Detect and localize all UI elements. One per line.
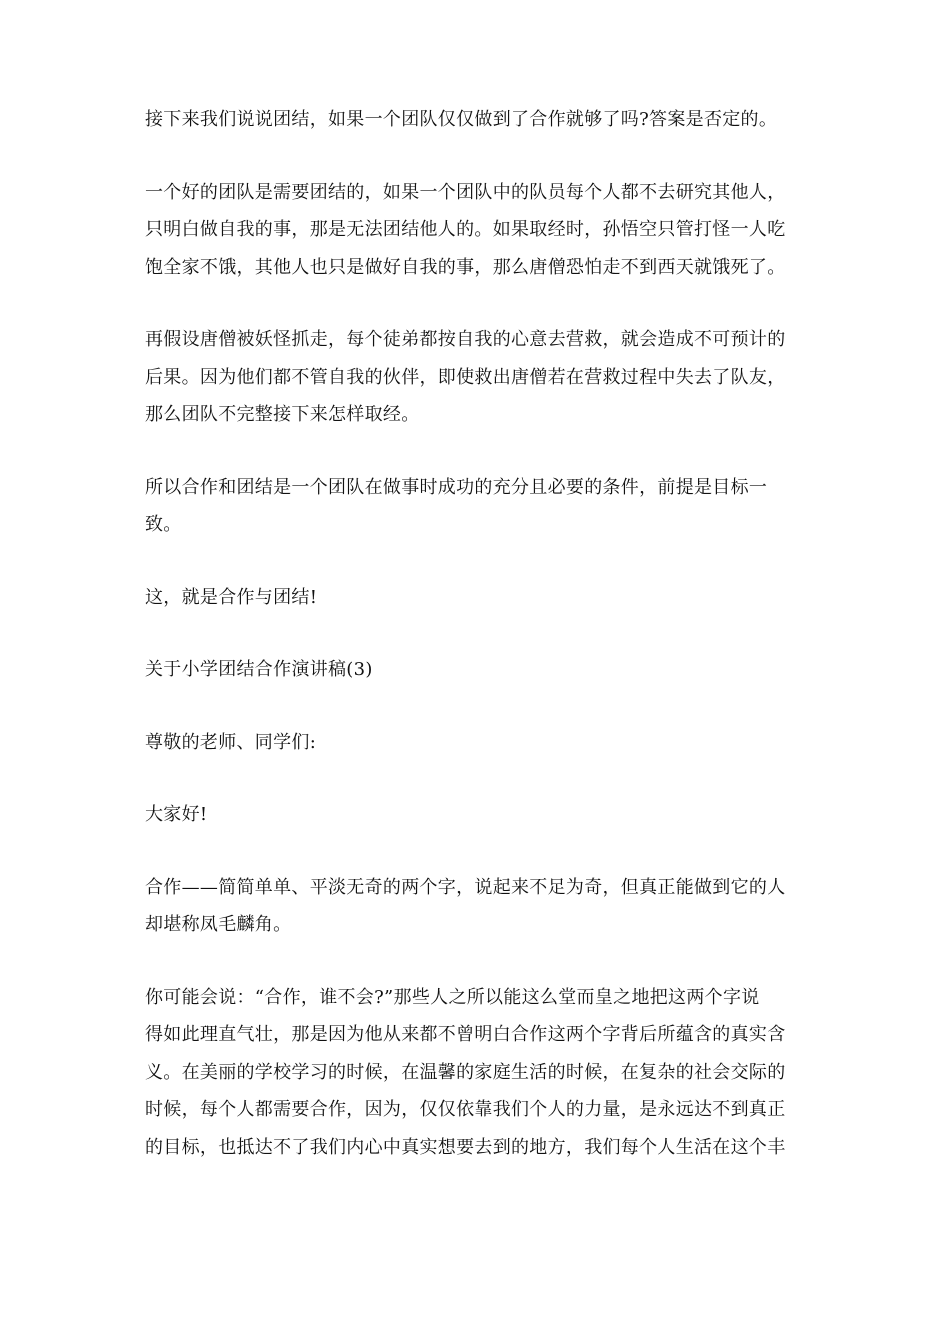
paragraph-gap bbox=[145, 834, 809, 869]
paragraph bbox=[145, 174, 809, 287]
text-line: 时候，每个人都需要合作，因为，仅仅依靠我们个人的力量，是永远达不到真正 bbox=[145, 1099, 786, 1120]
text-line: 得如此理直气壮，那是因为他从来都不曾明白合作这两个字背后所蕴含的真实含 bbox=[145, 1024, 786, 1045]
paragraph bbox=[145, 321, 809, 434]
text-line: 那么团队不完整接下来怎样取经。 bbox=[145, 404, 420, 425]
text-line: 一个好的团队是需要团结的，如果一个团队中的队员每个人都不去研究其他人， bbox=[145, 181, 786, 203]
paragraph bbox=[145, 979, 809, 1167]
text-line: 你可能会说：“合作，谁不会?”那些人之所以能这么堂而皇之地把这两个字说 bbox=[145, 986, 760, 1008]
text-line: 只明白做自我的事，那是无法团结他人的。如果取经时，孙悟空只管打怪一人吃 bbox=[145, 219, 786, 240]
text-line: 大家好! bbox=[145, 804, 208, 825]
text-line: 义。在美丽的学校学习的时候，在温馨的家庭生活的时候，在复杂的社会交际的 bbox=[145, 1061, 786, 1083]
text-line: 尊敬的老师、同学们: bbox=[145, 731, 317, 753]
text-line: 这，就是合作与团结! bbox=[145, 586, 318, 608]
text-line: 后果。因为他们都不管自我的伙伴，即使救出唐僧若在营救过程中失去了队友， bbox=[145, 366, 786, 388]
paragraph-gap bbox=[145, 544, 809, 579]
paragraph bbox=[145, 469, 809, 544]
text-line: 却堪称凤毛麟角。 bbox=[145, 914, 292, 935]
section-heading bbox=[145, 651, 809, 689]
text-line: 饱全家不饿，其他人也只是做好自我的事，那么唐僧恐怕走不到西天就饿死了。 bbox=[145, 256, 786, 278]
paragraph-gap bbox=[145, 689, 809, 724]
salutation bbox=[145, 724, 809, 762]
paragraph-gap bbox=[145, 139, 809, 174]
paragraph-gap bbox=[145, 434, 809, 469]
text-line: 关于小学团结合作演讲稿(3) bbox=[145, 659, 373, 680]
document-body bbox=[145, 101, 809, 1166]
text-line: 接下来我们说说团结，如果一个团队仅仅做到了合作就够了吗?答案是否定的。 bbox=[145, 109, 778, 130]
paragraph-gap bbox=[145, 944, 809, 979]
paragraph-gap bbox=[145, 616, 809, 651]
paragraph-gap bbox=[145, 761, 809, 796]
paragraph bbox=[145, 579, 809, 617]
paragraph-gap bbox=[145, 286, 809, 321]
text-line: 再假设唐僧被妖怪抓走，每个徒弟都按自我的心意去营救，就会造成不可预计的 bbox=[145, 329, 786, 350]
text-line: 的目标，也抵达不了我们内心中真实想要去到的地方，我们每个人生活在这个丰 bbox=[145, 1136, 786, 1158]
text-line: 所以合作和团结是一个团队在做事时成功的充分且必要的条件，前提是目标一 bbox=[145, 476, 768, 498]
paragraph bbox=[145, 869, 809, 944]
text-line: 致。 bbox=[145, 514, 182, 535]
paragraph bbox=[145, 101, 809, 139]
text-line: 合作——简简单单、平淡无奇的两个字，说起来不足为奇，但真正能做到它的人 bbox=[145, 876, 786, 898]
greeting bbox=[145, 796, 809, 834]
